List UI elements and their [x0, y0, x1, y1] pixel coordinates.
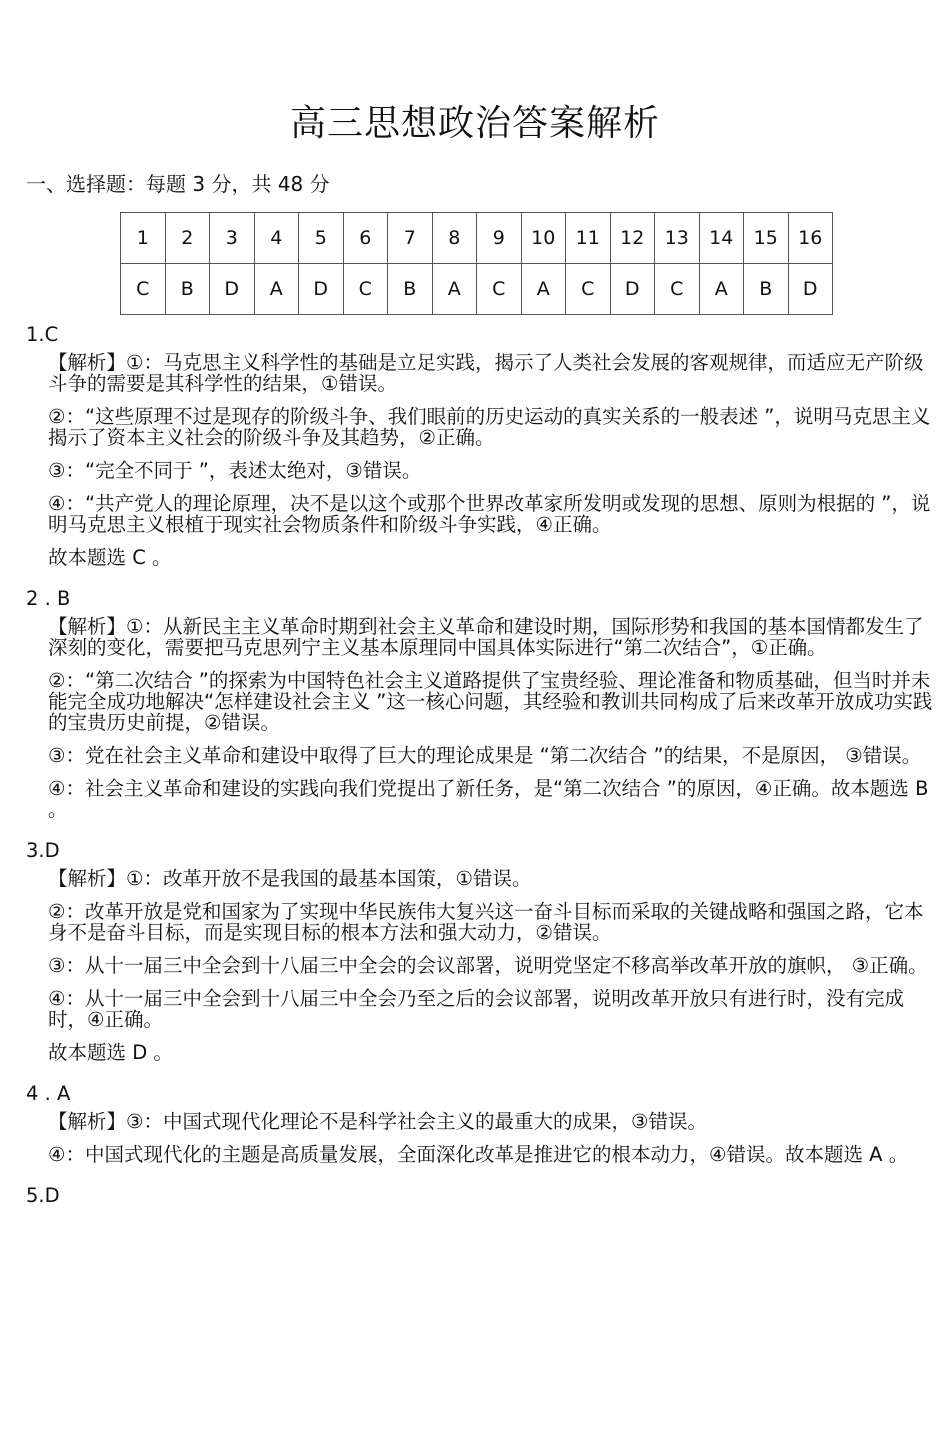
question-label: 5.D [26, 1184, 60, 1207]
answer-cell: C [566, 264, 611, 315]
explanation-paragraph: 【解析】③：中国式现代化理论不是科学社会主义的最重大的成果，③错误。 [48, 1110, 707, 1133]
explanation-paragraph: 【解析】①：马克思主义科学性的基础是立足实践，揭示了人类社会发展的客观规律，而适应无产阶级斗争的需要是其科学性的结果，①错误。 [48, 351, 924, 395]
question-number-cell: 12 [610, 213, 655, 264]
question-label: 1.C [26, 323, 59, 346]
answer-cell: C [121, 264, 166, 315]
question-number-cell: 6 [343, 213, 388, 264]
question-label: 4 . A [26, 1082, 71, 1105]
question-number-cell: 2 [165, 213, 210, 264]
question-number-cell: 8 [432, 213, 477, 264]
question-label: 3.D [26, 839, 60, 862]
explanation-paragraph: 【解析】①：改革开放不是我国的最基本国策，①错误。 [48, 867, 532, 890]
question-5 [26, 1179, 934, 1213]
question-number-cell: 14 [699, 213, 744, 264]
question-number-cell: 15 [744, 213, 789, 264]
question-2 [26, 582, 934, 820]
explanation-paragraph: ③：党在社会主义革命和建设中取得了巨大的理论成果是 “第二次结合 ”的结果，不是原因， ③错误。 [48, 744, 922, 767]
explanation-paragraph: ②：“第二次结合 ”的探索为中国特色社会主义道路提供了宝贵经验、理论准备和物质基础，但当时并未能完全成功地解决“怎样建设社会主义 ”这一核心问题，其经验和教训共同构成了后来改革开放成功实践的宝贵历史前提，②错误。 [48, 669, 933, 734]
question-number-cell: 5 [299, 213, 344, 264]
explanation-paragraph: 【解析】①：从新民主主义革命时期到社会主义革命和建设时期，国际形势和我国的基本国情都发生了深刻的变化，需要把马克思列宁主义基本原理同中国具体实际进行“第二次结合”，①正确。 [48, 615, 924, 659]
explanation-paragraph: ④：从十一届三中全会到十八届三中全会乃至之后的会议部署，说明改革开放只有进行时，没有完成时，④正确。 [48, 987, 904, 1031]
answer-cell: B [388, 264, 433, 315]
section-heading: 一、选择题：每题 3 分，共 48 分 [26, 172, 330, 196]
answer-cell: D [610, 264, 655, 315]
question-number-cell: 4 [254, 213, 299, 264]
explanation-paragraph: ③：从十一届三中全会到十八届三中全会的会议部署，说明党坚定不移高举改革开放的旗帜， ③正确。 [48, 954, 928, 977]
question-number-cell: 1 [121, 213, 166, 264]
answer-cell: B [165, 264, 210, 315]
question-4 [26, 1077, 934, 1165]
answer-cell: A [432, 264, 477, 315]
question-number-cell: 13 [655, 213, 700, 264]
explanation-paragraph: 故本题选 D 。 [48, 1041, 173, 1064]
explanations [26, 318, 934, 1213]
question-number-cell: 16 [788, 213, 833, 264]
explanation-paragraph: ④：社会主义革命和建设的实践向我们党提出了新任务，是“第二次结合 ”的原因，④正确。故本题选 B 。 [48, 777, 929, 821]
question-number-cell: 9 [477, 213, 522, 264]
question-number-cell: 11 [566, 213, 611, 264]
answer-table-answer-row [121, 264, 833, 315]
question-3 [26, 834, 934, 1063]
explanation-paragraph: ③：“完全不同于 ”，表述太绝对，③错误。 [48, 459, 422, 482]
answer-cell: D [210, 264, 255, 315]
answer-cell: C [343, 264, 388, 315]
explanation-paragraph: ④：中国式现代化的主题是高质量发展，全面深化改革是推进它的根本动力，④错误。故本题选 A 。 [48, 1143, 909, 1166]
explanation-paragraph: ②：改革开放是党和国家为了实现中华民族伟大复兴这一奋斗目标而采取的关键战略和强国之路，它本身不是奋斗目标，而是实现目标的根本方法和强大动力，②错误。 [48, 900, 924, 944]
explanation-paragraph: ②：“这些原理不过是现存的阶级斗争、我们眼前的历史运动的真实关系的一般表述 ”，说明马克思主义揭示了资本主义社会的阶级斗争及其趋势，②正确。 [48, 405, 931, 449]
answer-cell: B [744, 264, 789, 315]
question-1 [26, 318, 934, 568]
explanation-paragraph: ④：“共产党人的理论原理，决不是以这个或那个世界改革家所发明或发现的思想、原则为根据的 ”，说明马克思主义根植于现实社会物质条件和阶级斗争实践，④正确。 [48, 492, 931, 536]
page-title: 高三思想政治答案解析 [289, 103, 660, 144]
answer-cell: C [477, 264, 522, 315]
answer-table [120, 212, 833, 315]
answer-cell: A [699, 264, 744, 315]
answer-cell: D [788, 264, 833, 315]
question-number-cell: 10 [521, 213, 566, 264]
answer-cell: C [655, 264, 700, 315]
question-number-cell: 7 [388, 213, 433, 264]
explanation-paragraph: 故本题选 C 。 [48, 546, 172, 569]
answer-cell: A [254, 264, 299, 315]
question-number-cell: 3 [210, 213, 255, 264]
question-label: 2 . B [26, 587, 71, 610]
answer-table-number-row [121, 213, 833, 264]
answer-cell: A [521, 264, 566, 315]
answer-cell: D [299, 264, 344, 315]
